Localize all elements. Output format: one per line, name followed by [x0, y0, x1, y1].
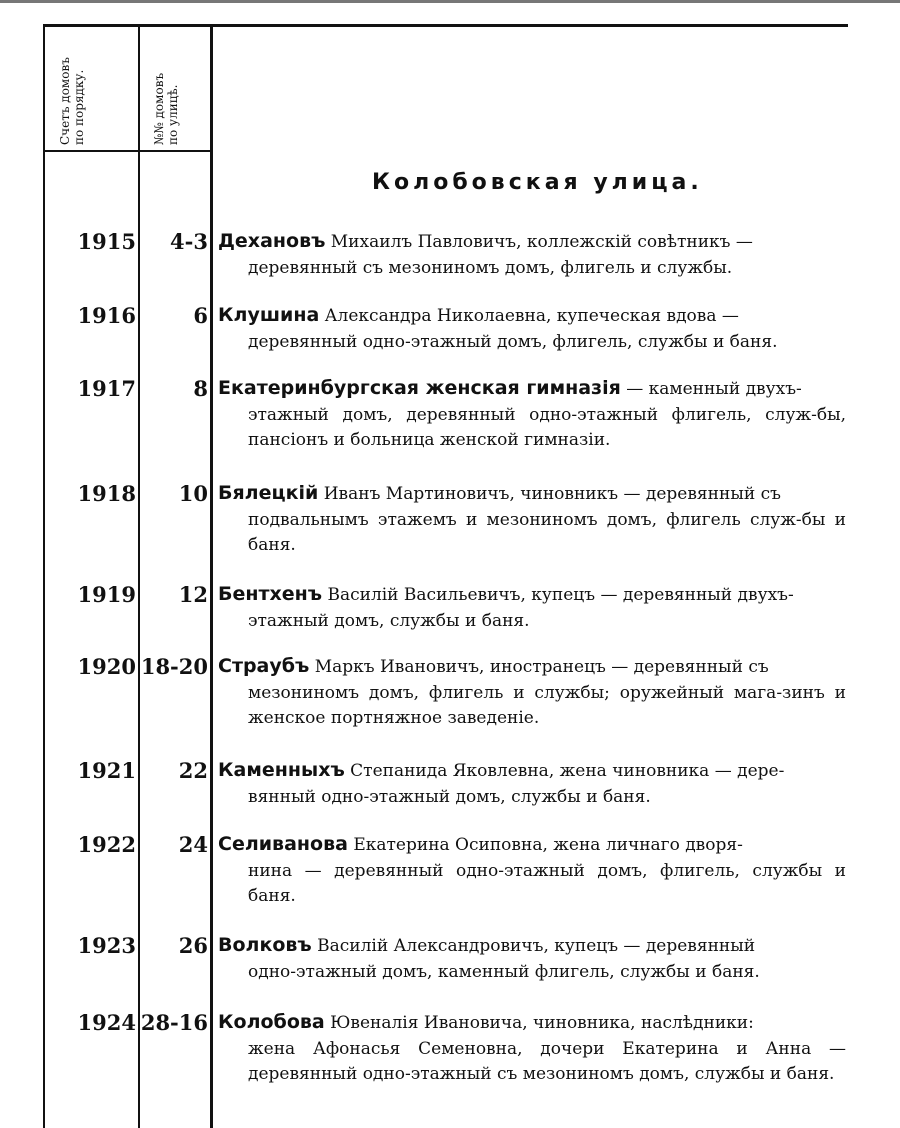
- entry-text: [218, 654, 846, 732]
- entry-house-number: 22: [178, 758, 208, 783]
- entry-house-number: 12: [178, 582, 208, 607]
- entry-house-number: 28-16: [140, 1010, 208, 1035]
- entry-continuation: деревянный одно-этажный домъ, флигель, службы и баня.: [248, 331, 778, 352]
- entry-seq: 1920: [77, 654, 136, 679]
- entry-description: Михаилъ Павловичъ, коллежскiй совѣтникъ —: [325, 232, 753, 252]
- entry-continuation: деревянный съ мезониномъ домъ, флигель и службы.: [248, 257, 733, 278]
- entry-house-number: 24: [178, 832, 208, 857]
- header-bottom-rule: [43, 150, 211, 152]
- entry-text: [218, 758, 846, 810]
- entry-continuation: этажный домъ, деревянный одно-этажный флигель, служ-бы, пансiонъ и больница женской гимназiи.: [248, 404, 846, 450]
- entry-continuation: этажный домъ, службы и баня.: [248, 610, 530, 631]
- entry-seq: 1918: [77, 481, 136, 506]
- entry-owner-name: Колобова: [218, 1011, 325, 1033]
- entry-text: [218, 481, 846, 559]
- entry-text: [218, 229, 846, 281]
- entry-continuation: одно-этажный домъ, каменный флигель, службы и баня.: [248, 961, 760, 982]
- entry-house-number: 6: [193, 303, 208, 328]
- entry-continuation: подвальнымъ этажемъ и мезониномъ домъ, флигель служ-бы и баня.: [248, 509, 846, 555]
- header-house-count: [58, 57, 86, 145]
- entry-owner-name: Каменныхъ: [218, 759, 345, 781]
- entry-owner-name: Страубъ: [218, 655, 310, 677]
- entry-owner-name: Селиванова: [218, 833, 348, 855]
- entry-seq: 1924: [77, 1010, 136, 1035]
- entry-text: [218, 933, 846, 985]
- entry-continuation: вянный одно-этажный домъ, службы и баня.: [248, 786, 651, 807]
- column-divider-1: [138, 24, 140, 1128]
- entry-seq: 1917: [77, 376, 136, 401]
- entry-seq: 1919: [77, 582, 136, 607]
- entry-description: Василiй Александровичъ, купецъ — деревянный: [311, 936, 756, 956]
- entry-description: Маркъ Ивановичъ, иностранецъ — деревянный съ: [309, 657, 769, 677]
- entry-house-number: 4-3: [170, 229, 208, 254]
- entry-description: Василiй Васильевичъ, купецъ — деревянный двухъ-: [322, 585, 794, 605]
- header-house-numbers: [152, 73, 180, 145]
- entry-seq: 1915: [77, 229, 136, 254]
- entry-description: Ювеналiя Ивановича, чиновника, наслѣдники:: [324, 1013, 754, 1033]
- entry-seq: 1923: [77, 933, 136, 958]
- entry-owner-name: Дехановъ: [218, 230, 326, 252]
- table-top-rule: [43, 24, 848, 27]
- entry-description: — каменный двухъ-: [620, 379, 802, 399]
- entry-text: [218, 376, 846, 454]
- header-house-count-line1: Счетъ домовъ: [58, 57, 72, 145]
- entry-text: [218, 303, 846, 355]
- entry-house-number: 10: [178, 481, 208, 506]
- entry-description: Степанида Яковлевна, жена чиновника — дере-: [344, 761, 785, 781]
- entry-seq: 1922: [77, 832, 136, 857]
- header-house-numbers-line2: по улицѣ.: [166, 84, 180, 145]
- entry-owner-name: Волковъ: [218, 934, 312, 956]
- entry-seq: 1916: [77, 303, 136, 328]
- entry-text: [218, 582, 846, 634]
- entry-continuation: мезониномъ домъ, флигель и службы; оружейный мага-зинъ и женское портняжное заведенiе.: [248, 682, 846, 728]
- entry-owner-name: Клушина: [218, 304, 320, 326]
- column-divider-2: [210, 24, 213, 1128]
- entry-description: Александра Николаевна, купеческая вдова —: [319, 306, 739, 326]
- entry-continuation: жена Афонасья Семеновна, дочери Екатерина и Анна — деревянный одно-этажный съ мезониномъ домъ, службы и баня.: [248, 1038, 846, 1084]
- entry-owner-name: Бялецкiй: [218, 482, 319, 504]
- entry-house-number: 26: [178, 933, 208, 958]
- entry-description: Екатерина Осиповна, жена личнаго дворя-: [347, 835, 743, 855]
- header-house-count-line2: по порядку.: [72, 69, 86, 145]
- entry-owner-name: Бентхенъ: [218, 583, 323, 605]
- entry-description: Иванъ Мартиновичъ, чиновникъ — деревянный съ: [318, 484, 781, 504]
- entry-seq: 1921: [77, 758, 136, 783]
- entry-house-number: 18-20: [140, 654, 208, 679]
- table-left-rule: [43, 24, 45, 1128]
- entry-house-number: 8: [193, 376, 208, 401]
- street-title: Колобовская улица.: [372, 170, 703, 195]
- entry-text: [218, 1010, 846, 1088]
- entry-continuation: нина — деревянный одно-этажный домъ, флигель, службы и баня.: [248, 860, 846, 906]
- entry-owner-name: Екатеринбургская женская гимназiя: [218, 377, 621, 399]
- entry-text: [218, 832, 846, 910]
- header-house-numbers-line1: №№ домовъ: [152, 72, 166, 145]
- page-top-border: [0, 0, 900, 3]
